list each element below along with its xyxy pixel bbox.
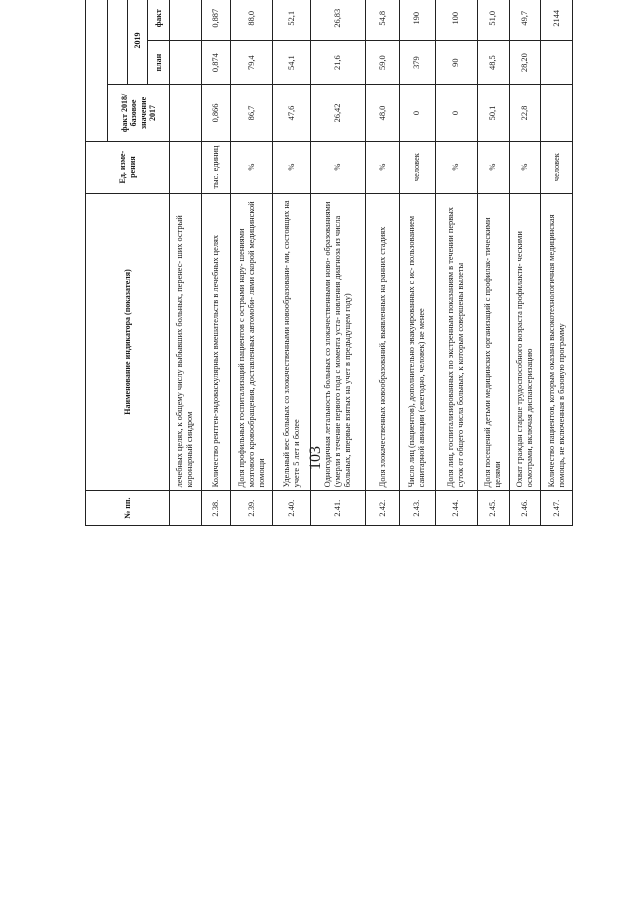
row-number: 2.41. bbox=[311, 491, 366, 526]
row-name: Доля лиц, госпитализированных по экстренным показаниям в течении первых суток от общего числа больных, к которым совершены вылеты bbox=[435, 193, 477, 491]
row-base: 50,1 bbox=[477, 85, 509, 141]
row-value: 48,5 bbox=[477, 40, 509, 84]
table-row bbox=[541, 0, 573, 526]
indicators-table-rotated bbox=[85, 0, 573, 526]
row-unit: тыс. единиц bbox=[201, 141, 231, 193]
row-value: 2144 bbox=[541, 0, 573, 40]
row-base: 0,866 bbox=[201, 85, 231, 141]
table-row bbox=[435, 0, 477, 526]
header-name: Наименование индикатора (показателя) bbox=[86, 193, 170, 491]
row-base: 26,42 bbox=[311, 85, 366, 141]
row-base: 86,7 bbox=[231, 85, 273, 141]
row-value: 21,6 bbox=[311, 40, 366, 84]
row-value: 49,7 bbox=[509, 0, 541, 40]
page-number: 103 bbox=[307, 446, 324, 470]
row-base bbox=[541, 85, 573, 141]
row-value: 54,1 bbox=[273, 40, 311, 84]
row-number: 2.43. bbox=[399, 491, 435, 526]
row-value: 59,0 bbox=[366, 40, 400, 84]
row-name: Количество пациентов, которым оказана высокотехнологичная медицинская помощь, не включенная в базовую программу bbox=[541, 193, 573, 491]
header-values bbox=[86, 0, 108, 141]
table-row bbox=[399, 0, 435, 526]
table-row bbox=[231, 0, 273, 526]
header-year-2019: 2019 bbox=[128, 0, 148, 85]
row-value bbox=[170, 40, 202, 84]
row-base: 48,0 bbox=[366, 85, 400, 141]
row-number: 2.38. bbox=[201, 491, 231, 526]
row-value: 0,887 bbox=[201, 0, 231, 40]
row-name: Одногодичная летальность больных со злокачественными ново- образованиями (умерли в течение первого года с момента уста- новления диагноза из числа больных, впервые взятых на учет в предыдущем году) bbox=[311, 193, 366, 491]
row-value: 51,0 bbox=[477, 0, 509, 40]
table-row bbox=[509, 0, 541, 526]
indicators-table bbox=[85, 0, 573, 526]
header-number: № пп. bbox=[86, 491, 170, 526]
row-number bbox=[170, 491, 202, 526]
row-value: 90 bbox=[435, 40, 477, 84]
row-number: 2.44. bbox=[435, 491, 477, 526]
row-number: 2.42. bbox=[366, 491, 400, 526]
row-unit: человек bbox=[399, 141, 435, 193]
header-plan: план bbox=[148, 40, 170, 84]
row-base: 0 bbox=[435, 85, 477, 141]
row-number: 2.40. bbox=[273, 491, 311, 526]
row-value: 26,83 bbox=[311, 0, 366, 40]
row-unit: % bbox=[477, 141, 509, 193]
document-viewport bbox=[85, 8, 573, 900]
row-base: 47,6 bbox=[273, 85, 311, 141]
header-years bbox=[108, 0, 128, 85]
row-unit bbox=[170, 141, 202, 193]
row-number: 2.47. bbox=[541, 491, 573, 526]
table-row bbox=[170, 0, 202, 526]
row-unit: % bbox=[311, 141, 366, 193]
row-name: Количество рентген-эндоваскулярных вмешательств в лечебных целях bbox=[201, 193, 231, 491]
table-row bbox=[201, 0, 231, 526]
row-name: Число лиц (пациентов), дополнительно эвакуированных с ис- пользованием санитарной авиации (ежегодно, человек) не менее bbox=[399, 193, 435, 491]
row-value: 379 bbox=[399, 40, 435, 84]
table-row bbox=[366, 0, 400, 526]
row-unit: % bbox=[509, 141, 541, 193]
row-number: 2.45. bbox=[477, 491, 509, 526]
row-base bbox=[170, 85, 202, 141]
header-unit: Ед. изме- рения bbox=[86, 141, 170, 193]
row-value: 79,4 bbox=[231, 40, 273, 84]
row-value: 28,20 bbox=[509, 40, 541, 84]
row-value: 0,874 bbox=[201, 40, 231, 84]
table-row bbox=[477, 0, 509, 526]
row-name: Удельный вес больных со злокачественными новообразовани- ми, состоящих на учете 5 лет и более bbox=[273, 193, 311, 491]
row-unit: % bbox=[435, 141, 477, 193]
row-name: лечебных целях, к общему числу выбывших больных, перенес- ших острый коронарный синдром bbox=[170, 193, 202, 491]
table-row bbox=[311, 0, 366, 526]
header-fact: факт bbox=[148, 0, 170, 40]
row-value bbox=[170, 0, 202, 40]
row-name: Охват граждан старше трудоспособного возраста профилакти- ческими осмотрами, включая диспансеризацию bbox=[509, 193, 541, 491]
header-base: факт 2018/ базовое значение 2017 bbox=[108, 85, 170, 141]
row-name: Доля злокачественных новообразований, выявленных на ранних стадиях bbox=[366, 193, 400, 491]
row-name: Доля посещений детьми медицинских организаций с профилак- тическими целями bbox=[477, 193, 509, 491]
row-base: 0 bbox=[399, 85, 435, 141]
row-value: 190 bbox=[399, 0, 435, 40]
row-value: 88,0 bbox=[231, 0, 273, 40]
row-unit: % bbox=[366, 141, 400, 193]
row-value bbox=[541, 40, 573, 84]
row-value: 52,1 bbox=[273, 0, 311, 40]
row-unit: % bbox=[273, 141, 311, 193]
row-name: Доля профильных госпитализаций пациентов с острыми нару- шениями мозгового кровообращения, доставленных автомоби- лями скорой медицинской помощи bbox=[231, 193, 273, 491]
row-base: 22,8 bbox=[509, 85, 541, 141]
row-number: 2.46. bbox=[509, 491, 541, 526]
row-value: 100 bbox=[435, 0, 477, 40]
row-unit: % bbox=[231, 141, 273, 193]
row-value: 54,8 bbox=[366, 0, 400, 40]
row-unit: человек bbox=[541, 141, 573, 193]
table-row bbox=[273, 0, 311, 526]
row-number: 2.39. bbox=[231, 491, 273, 526]
